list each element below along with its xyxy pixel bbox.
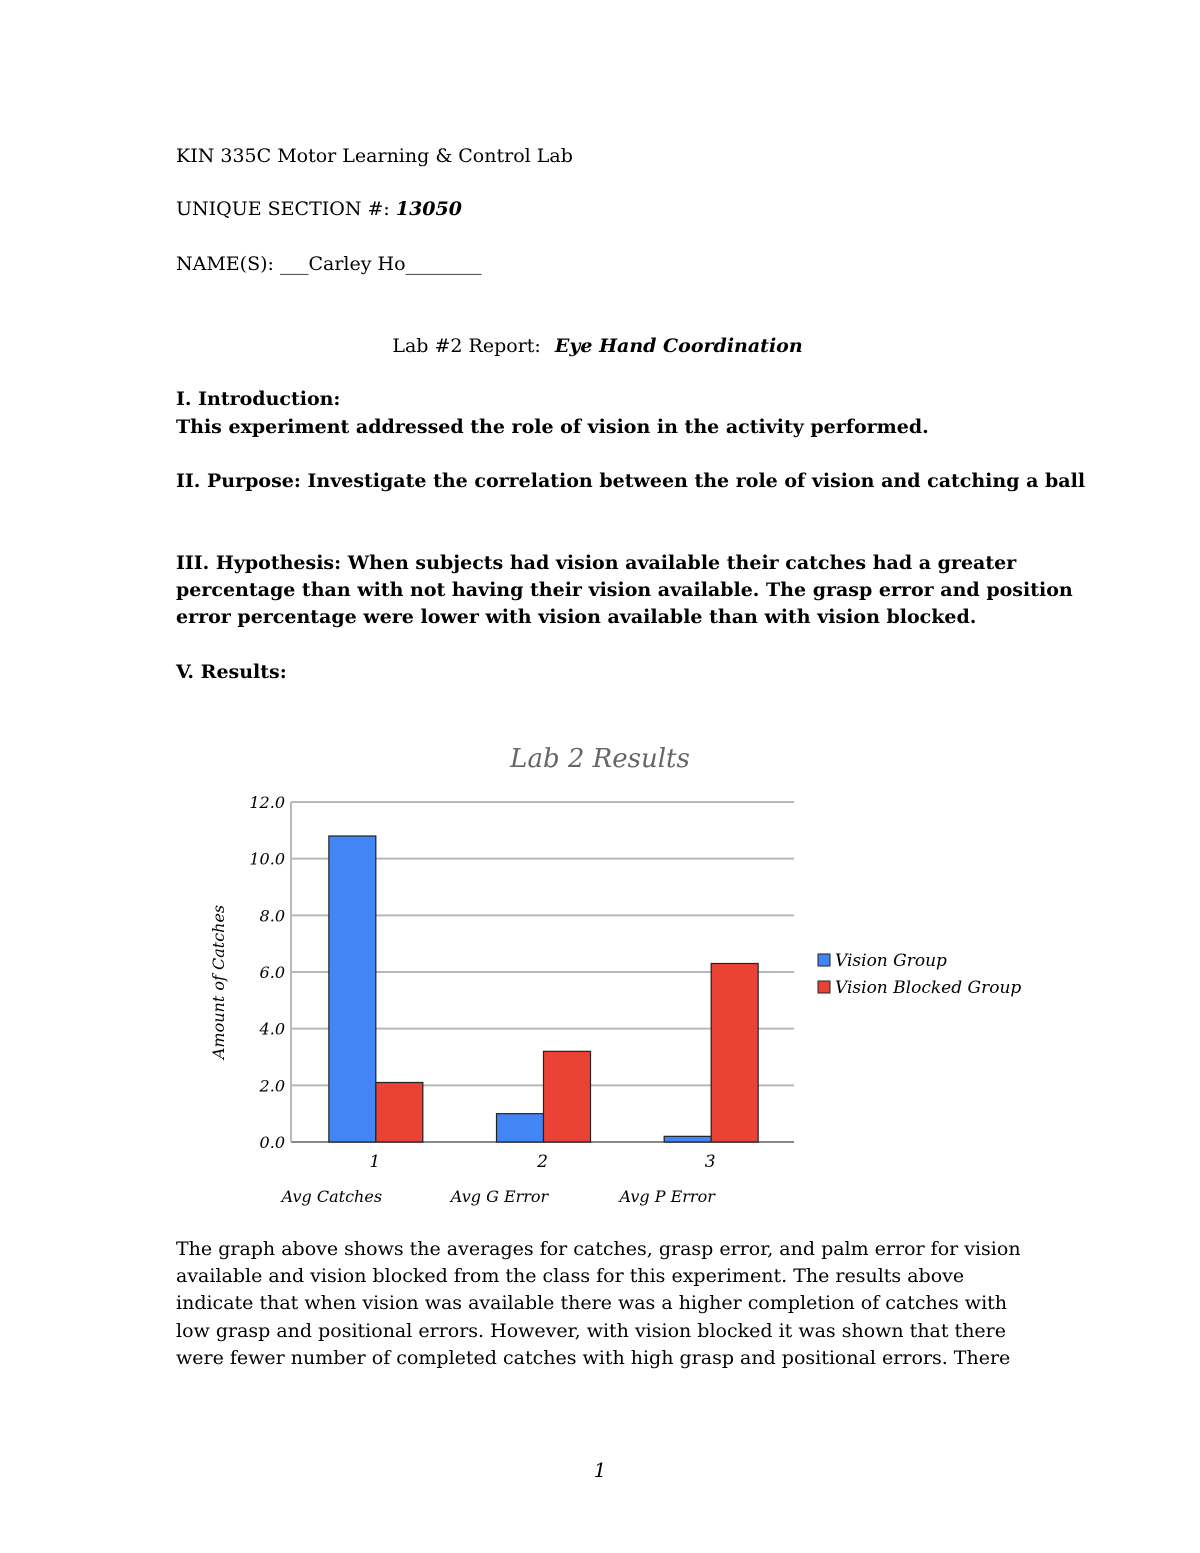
section-label: UNIQUE SECTION #: xyxy=(176,198,390,220)
intro-text: This experiment addressed the role of vision in the activity performed. xyxy=(176,416,929,438)
chart-title: Lab 2 Results xyxy=(510,744,690,774)
bar-vision-blocked-1 xyxy=(376,1083,423,1143)
bar-vision-blocked-2 xyxy=(544,1051,591,1142)
category-name: Avg G Error xyxy=(450,1187,549,1206)
x-tick-label: 2 xyxy=(537,1152,548,1172)
legend-label: Vision Group xyxy=(835,951,947,971)
x-tick-label: 1 xyxy=(369,1152,381,1172)
body-line-5: were fewer number of completed catches with high grasp and positional errors. There xyxy=(176,1346,1011,1369)
intro-heading: I. Introduction: xyxy=(176,388,341,410)
report-title-label: Lab #2 Report: xyxy=(392,335,541,357)
legend-label: Vision Blocked Group xyxy=(835,978,1022,998)
y-axis-label: Amount of Catches xyxy=(209,904,228,1060)
section-value: 13050 xyxy=(395,198,462,220)
section-number-line xyxy=(176,196,462,223)
bar-vision-2 xyxy=(497,1114,544,1142)
report-title xyxy=(0,333,1195,360)
y-tick-label: 8.0 xyxy=(259,906,285,926)
results-heading: V. Results: xyxy=(176,661,287,683)
bar-vision-3 xyxy=(664,1136,711,1142)
body-line-3: indicate that when vision was available there was a higher completion of catches with xyxy=(176,1292,1008,1315)
hypothesis-line-3: error percentage were lower with vision available than with vision blocked. xyxy=(176,606,977,628)
category-name: Avg Catches xyxy=(281,1187,383,1206)
names-value: ___Carley Ho________ xyxy=(279,253,482,275)
y-tick-label: 10.0 xyxy=(249,849,285,869)
course-title: KIN 335C Motor Learning & Control Lab xyxy=(176,145,573,167)
purpose-text: II. Purpose: Investigate the correlation between the role of vision and catching a ball xyxy=(176,470,1086,492)
category-name: Avg P Error xyxy=(619,1187,715,1206)
page-number: 1 xyxy=(593,1458,607,1482)
y-tick-label: 2.0 xyxy=(259,1076,285,1096)
legend-swatch xyxy=(818,954,830,966)
bar-vision-1 xyxy=(329,836,376,1142)
names-line xyxy=(176,251,482,278)
y-tick-label: 12.0 xyxy=(249,793,285,812)
hypothesis-line-2: percentage than with not having their vision available. The grasp error and position xyxy=(176,579,1073,601)
legend-swatch xyxy=(818,981,830,993)
y-tick-label: 0.0 xyxy=(259,1133,285,1152)
names-label: NAME(S): xyxy=(176,253,274,275)
body-line-2: available and vision blocked from the class for this experiment. The results above xyxy=(176,1265,965,1288)
body-line-1: The graph above shows the averages for catches, grasp error, and palm error for vision xyxy=(176,1238,1021,1260)
body-line-4: low grasp and positional errors. However, with vision blocked it was shown that there xyxy=(176,1319,1006,1342)
body-paragraph xyxy=(176,1236,1036,1372)
bar-vision-blocked-3 xyxy=(711,964,758,1143)
y-tick-label: 6.0 xyxy=(259,963,285,982)
hypothesis-line-1: III. Hypothesis: When subjects had vision available their catches had a greater xyxy=(176,552,1017,574)
x-tick-label: 3 xyxy=(704,1152,716,1172)
report-title-value: Eye Hand Coordination xyxy=(554,335,803,357)
y-tick-label: 4.0 xyxy=(259,1019,285,1039)
